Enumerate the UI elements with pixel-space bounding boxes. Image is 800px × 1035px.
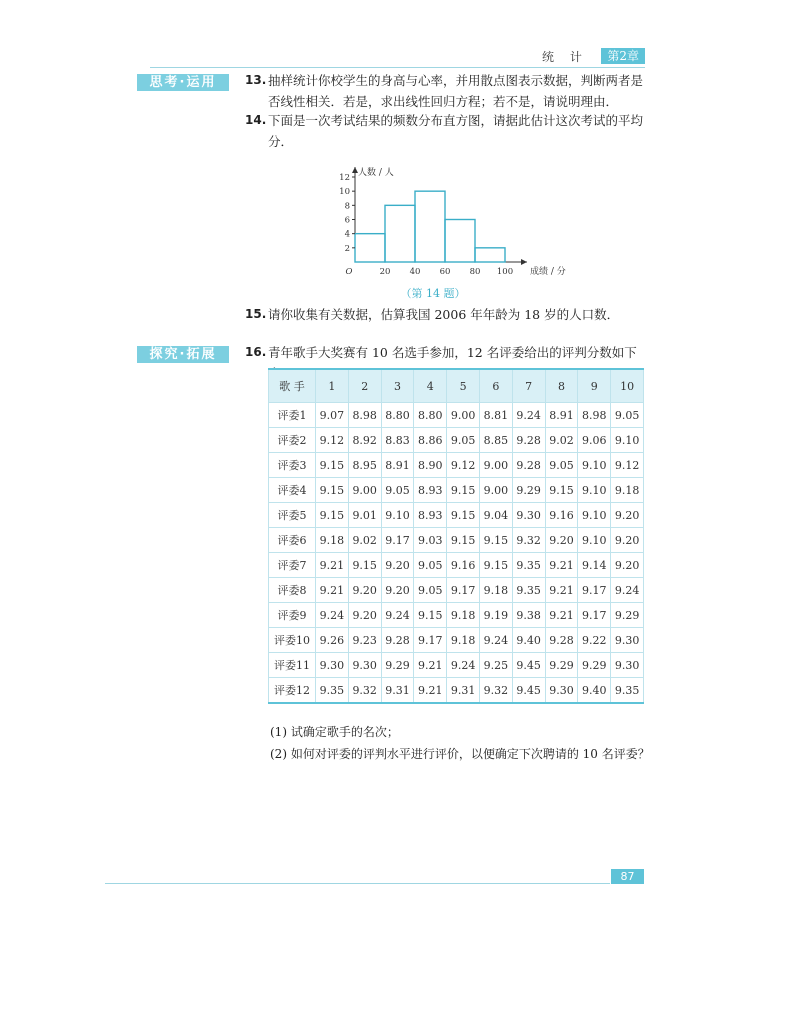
origin-label: O: [345, 267, 353, 277]
score-cell: 9.21: [414, 678, 447, 704]
score-cell: 9.45: [512, 678, 545, 704]
score-cell: 9.15: [447, 503, 480, 528]
score-cell: 9.35: [512, 578, 545, 603]
score-cell: 8.85: [479, 428, 512, 453]
question-13: [245, 70, 645, 112]
score-cell: 8.83: [381, 428, 414, 453]
judge-score-table: [268, 368, 644, 704]
question-text: 抽样统计你校学生的身高与心率，并用散点图表示数据，判断两者是否线性相关．若是，求出线性回归方程；若不是，请说明理由．: [268, 73, 644, 109]
judge-label: 评委7: [269, 553, 316, 578]
score-cell: 9.01: [348, 503, 381, 528]
table-header-label: 歌 手: [269, 369, 316, 403]
y-tick-label: 6: [344, 215, 350, 226]
score-cell: 9.15: [447, 528, 480, 553]
score-cell: 9.30: [611, 628, 644, 653]
score-cell: 9.18: [447, 603, 480, 628]
score-cell: 9.03: [414, 528, 447, 553]
score-cell: 9.35: [611, 678, 644, 704]
footer-rule: [105, 883, 610, 884]
score-cell: 9.30: [545, 678, 578, 704]
table-row: [269, 428, 644, 453]
singer-header: 1: [316, 369, 349, 403]
table-row: [269, 553, 644, 578]
table-row: [269, 478, 644, 503]
y-tick-label: 4: [344, 229, 350, 240]
score-cell: 9.30: [348, 653, 381, 678]
score-cell: 9.29: [578, 653, 611, 678]
subquestion-2: (2) 如何对评委的评判水平进行评价，以便确定下次聘请的 10 名评委？: [270, 747, 650, 761]
score-cell: 9.07: [316, 403, 349, 428]
score-cell: 8.90: [414, 453, 447, 478]
question-text: 下面是一次考试结果的频数分布直方图，请据此估计这次考试的平均分．: [268, 113, 644, 149]
score-cell: 9.15: [414, 603, 447, 628]
score-cell: 9.29: [512, 478, 545, 503]
judge-label: 评委1: [269, 403, 316, 428]
score-cell: 9.24: [479, 628, 512, 653]
score-cell: 8.86: [414, 428, 447, 453]
question-14: [245, 110, 645, 152]
score-cell: 8.98: [578, 403, 611, 428]
score-cell: 9.12: [316, 428, 349, 453]
score-cell: 9.10: [578, 478, 611, 503]
score-cell: 9.15: [316, 478, 349, 503]
score-cell: 9.21: [316, 578, 349, 603]
score-cell: 9.05: [381, 478, 414, 503]
score-cell: 9.24: [447, 653, 480, 678]
score-cell: 9.15: [316, 453, 349, 478]
score-cell: 9.12: [447, 453, 480, 478]
table-row: [269, 453, 644, 478]
score-cell: 9.20: [545, 528, 578, 553]
x-tick-label: 20: [379, 267, 391, 277]
score-cell: 9.20: [611, 553, 644, 578]
score-cell: 9.21: [545, 603, 578, 628]
table-row: [269, 603, 644, 628]
score-cell: 9.16: [447, 553, 480, 578]
subquestion-1: (1) 试确定歌手的名次；: [270, 725, 399, 739]
histogram-bar: [355, 234, 385, 262]
judge-label: 评委6: [269, 528, 316, 553]
score-cell: 9.19: [479, 603, 512, 628]
score-cell: 9.30: [512, 503, 545, 528]
score-cell: 8.80: [414, 403, 447, 428]
judge-label: 评委4: [269, 478, 316, 503]
x-tick-label: 60: [439, 267, 451, 277]
judge-label: 评委3: [269, 453, 316, 478]
score-cell: 9.17: [578, 578, 611, 603]
y-tick-label: 10: [339, 187, 350, 198]
header-chapter-badge: 第2章: [601, 48, 645, 64]
histogram-bar: [415, 191, 445, 262]
score-cell: 9.30: [611, 653, 644, 678]
score-cell: 8.93: [414, 478, 447, 503]
judge-label: 评委8: [269, 578, 316, 603]
score-cell: 9.21: [414, 653, 447, 678]
score-cell: 9.22: [578, 628, 611, 653]
question-text: 青年歌手大奖赛有 10 名选手参加，12 名评委给出的评判分数如下: [268, 345, 637, 360]
table-row: [269, 678, 644, 704]
score-cell: 9.12: [611, 453, 644, 478]
score-cell: 8.91: [545, 403, 578, 428]
score-cell: 9.15: [447, 478, 480, 503]
badge-think-apply: 思考·运用: [137, 74, 229, 91]
histogram-chart: [330, 150, 580, 300]
score-cell: 9.20: [348, 578, 381, 603]
header-section: 统 计: [542, 50, 588, 64]
singer-header: 10: [611, 369, 644, 403]
score-cell: 9.32: [348, 678, 381, 704]
score-cell: 9.10: [381, 503, 414, 528]
score-cell: 9.32: [479, 678, 512, 704]
score-cell: 9.17: [447, 578, 480, 603]
score-cell: 9.30: [316, 653, 349, 678]
score-cell: 9.20: [348, 603, 381, 628]
table-row: [269, 578, 644, 603]
score-cell: 9.40: [512, 628, 545, 653]
score-cell: 9.18: [479, 578, 512, 603]
score-cell: 9.24: [611, 578, 644, 603]
score-cell: 9.29: [611, 603, 644, 628]
score-cell: 9.14: [578, 553, 611, 578]
histogram-bar: [475, 248, 505, 262]
y-tick-label: 8: [344, 201, 350, 212]
score-cell: 8.80: [381, 403, 414, 428]
x-tick-label: 100: [496, 267, 514, 277]
y-tick-label: 12: [339, 173, 350, 183]
score-cell: 9.18: [316, 528, 349, 553]
table-header-row: [269, 369, 644, 403]
singer-header: 7: [512, 369, 545, 403]
score-cell: 9.00: [479, 478, 512, 503]
figure-caption: （第 14 题）: [400, 287, 466, 300]
score-cell: 9.20: [611, 528, 644, 553]
score-cell: 9.28: [512, 428, 545, 453]
judge-label: 评委9: [269, 603, 316, 628]
score-cell: 9.21: [545, 553, 578, 578]
score-cell: 9.10: [578, 528, 611, 553]
score-cell: 9.35: [316, 678, 349, 704]
score-cell: 9.28: [381, 628, 414, 653]
y-tick-label: 2: [344, 243, 350, 254]
table-row: [269, 528, 644, 553]
header-rule: [150, 67, 645, 68]
score-cell: 9.04: [479, 503, 512, 528]
singer-header: 9: [578, 369, 611, 403]
score-cell: 9.45: [512, 653, 545, 678]
page-number: 87: [611, 869, 644, 884]
score-cell: 9.40: [578, 678, 611, 704]
score-cell: 9.05: [414, 553, 447, 578]
score-cell: 9.29: [381, 653, 414, 678]
score-cell: 9.05: [414, 578, 447, 603]
question-text: 请你收集有关数据，估算我国 2006 年年龄为 18 岁的人口数．: [268, 307, 620, 322]
question-number: 15.: [245, 307, 267, 321]
table-row: [269, 628, 644, 653]
x-axis-arrow: [521, 259, 527, 265]
score-cell: 9.21: [316, 553, 349, 578]
score-cell: 9.28: [545, 628, 578, 653]
score-cell: 9.32: [512, 528, 545, 553]
score-cell: 9.15: [316, 503, 349, 528]
y-axis-label: 人数 / 人: [358, 168, 394, 178]
score-cell: 9.20: [611, 503, 644, 528]
question-number: 14.: [245, 113, 267, 127]
histogram-bar: [385, 205, 415, 262]
score-cell: 9.16: [545, 503, 578, 528]
histogram-bar: [445, 220, 475, 263]
judge-label: 评委12: [269, 678, 316, 704]
score-cell: 9.15: [479, 528, 512, 553]
score-cell: 9.24: [512, 403, 545, 428]
judge-label: 评委11: [269, 653, 316, 678]
score-cell: 9.17: [578, 603, 611, 628]
x-tick-label: 80: [469, 267, 481, 277]
singer-header: 6: [479, 369, 512, 403]
score-cell: 9.10: [578, 453, 611, 478]
score-cell: 9.31: [447, 678, 480, 704]
score-cell: 9.02: [545, 428, 578, 453]
score-cell: 9.21: [545, 578, 578, 603]
score-cell: 9.17: [414, 628, 447, 653]
question-15: [245, 304, 645, 325]
score-cell: 9.18: [447, 628, 480, 653]
score-cell: 9.05: [545, 453, 578, 478]
score-cell: 9.06: [578, 428, 611, 453]
score-cell: 8.93: [414, 503, 447, 528]
score-cell: 9.20: [381, 578, 414, 603]
score-cell: 9.26: [316, 628, 349, 653]
score-cell: 9.05: [447, 428, 480, 453]
score-cell: 9.02: [348, 528, 381, 553]
score-cell: 9.35: [512, 553, 545, 578]
score-cell: 9.38: [512, 603, 545, 628]
score-cell: 8.98: [348, 403, 381, 428]
singer-header: 3: [381, 369, 414, 403]
score-cell: 9.00: [348, 478, 381, 503]
score-cell: 9.05: [611, 403, 644, 428]
x-axis-label: 成绩 / 分: [530, 267, 566, 277]
score-cell: 9.20: [381, 553, 414, 578]
score-cell: 9.31: [381, 678, 414, 704]
score-cell: 9.15: [545, 478, 578, 503]
score-cell: 9.10: [578, 503, 611, 528]
score-cell: 9.18: [611, 478, 644, 503]
judge-label: 评委10: [269, 628, 316, 653]
score-cell: 8.81: [479, 403, 512, 428]
score-cell: 9.23: [348, 628, 381, 653]
singer-header: 8: [545, 369, 578, 403]
score-cell: 9.25: [479, 653, 512, 678]
score-cell: 8.95: [348, 453, 381, 478]
score-cell: 9.10: [611, 428, 644, 453]
singer-header: 5: [447, 369, 480, 403]
judge-label: 评委5: [269, 503, 316, 528]
table-row: [269, 403, 644, 428]
score-cell: 9.24: [381, 603, 414, 628]
score-cell: 8.91: [381, 453, 414, 478]
score-cell: 8.92: [348, 428, 381, 453]
score-cell: 9.00: [447, 403, 480, 428]
question-number: 16.: [245, 345, 267, 359]
x-tick-label: 40: [409, 267, 421, 277]
question-number: 13.: [245, 73, 267, 87]
score-cell: 9.15: [348, 553, 381, 578]
table-row: [269, 653, 644, 678]
badge-explore-extend: 探究·拓展: [137, 346, 229, 363]
score-cell: 9.28: [512, 453, 545, 478]
score-cell: 9.00: [479, 453, 512, 478]
score-cell: 9.29: [545, 653, 578, 678]
score-cell: 9.15: [479, 553, 512, 578]
judge-label: 评委2: [269, 428, 316, 453]
score-cell: 9.24: [316, 603, 349, 628]
table-row: [269, 503, 644, 528]
score-cell: 9.17: [381, 528, 414, 553]
singer-header: 2: [348, 369, 381, 403]
singer-header: 4: [414, 369, 447, 403]
